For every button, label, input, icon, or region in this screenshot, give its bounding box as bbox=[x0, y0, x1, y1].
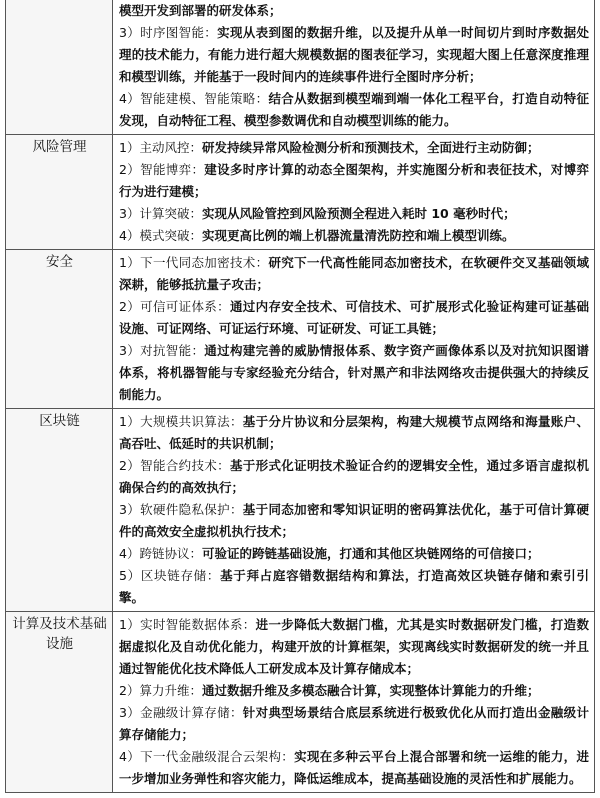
category-cell: 安全 bbox=[6, 250, 113, 409]
item-text: 进一步降低大数据门槛，尤其是实时数据研发门槛，打造数据虚拟化及自动优化能力，构建开放的计算框架，实现离线实时数据研发的统一并且通过智能优化技术降低人工研发成本及计算存储成本； bbox=[119, 617, 589, 676]
list-item bbox=[119, 702, 589, 746]
item-label: 1）下一代同态加密技术： bbox=[119, 255, 269, 270]
item-text: 通过数据升维及多模态融合计算，实现整体计算能力的升维； bbox=[201, 683, 540, 698]
list-item bbox=[119, 22, 589, 88]
list-item bbox=[119, 680, 589, 702]
table-body bbox=[6, 0, 595, 793]
item-label: 3）时序图智能： bbox=[119, 25, 218, 40]
item-text: 结合从数据到模型端到端一体化工程平台，打造自动特征发现，自动特征工程、模型参数调优和自动模型训练的能力。 bbox=[119, 91, 589, 128]
item-label: 2）智能博弈： bbox=[119, 162, 205, 177]
item-text: 实现从表到图的数据升维，以及提升从单一时间切片到时序数据处理的技术能力，有能力进行超大规模数据的图表征学习，实现超大图上任意深度推理和模型训练，并能基于一段时间内的连续事件进行全图时序分析； bbox=[119, 25, 589, 84]
item-text: 通过构建完善的威胁情报体系、数字资产画像体系以及对抗知识图谱体系，将机器智能与专家经验充分结合，针对黑产和非法网络攻击提供强大的持续反制能力。 bbox=[119, 343, 589, 402]
item-text: 建设多时序计算的动态全图架构，并实施图分析和表征技术，对博弈行为进行建模； bbox=[119, 162, 589, 199]
item-text: 基于形式化证明技术验证合约的逻辑安全性，通过多语言虚拟机确保合约的高效执行； bbox=[119, 458, 589, 495]
content-cell bbox=[113, 135, 595, 250]
item-label: 3）对抗智能： bbox=[119, 343, 205, 358]
item-text: 基于分片协议和分层架构，构建大规模节点网络和海量账户、高吞吐、低延时的共识机制； bbox=[119, 414, 589, 451]
item-label: 1）实时智能数据体系： bbox=[119, 617, 256, 632]
item-label: 3）计算突破： bbox=[119, 206, 202, 221]
item-label: 2）智能合约技术： bbox=[119, 458, 230, 473]
table-row bbox=[6, 135, 595, 250]
item-text: 模型开发到部署的研发体系； bbox=[119, 3, 282, 18]
content-cell bbox=[113, 0, 595, 135]
category-cell: 风险管理 bbox=[6, 135, 113, 250]
item-label: 3）软硬件隐私保护： bbox=[119, 502, 243, 517]
item-label: 2）算力升维： bbox=[119, 683, 202, 698]
category-cell: 计算及技术基础设施 bbox=[6, 612, 113, 793]
item-text: 基于同态加密和零知识证明的密码算法优化，基于可信计算硬件的高效安全虚拟机执行技术； bbox=[119, 502, 589, 539]
item-text: 研发持续异常风险检测分析和预测技术，全面进行主动防御； bbox=[201, 140, 540, 155]
list-item bbox=[119, 499, 589, 543]
list-item bbox=[119, 88, 589, 132]
item-text: 实现在多种云平台上混合部署和统一运维的能力，进一步增加业务弹性和容灾能力，降低运维成本，提高基础设施的灵活性和扩展能力。 bbox=[119, 749, 589, 786]
content-cell bbox=[113, 250, 595, 409]
list-item bbox=[119, 340, 589, 406]
item-label: 5）区块链存储： bbox=[119, 568, 221, 583]
list-item bbox=[119, 746, 589, 790]
list-item bbox=[119, 137, 589, 159]
list-item bbox=[119, 225, 589, 247]
item-label: 1）大规模共识算法： bbox=[119, 414, 243, 429]
table-row bbox=[6, 0, 595, 135]
content-cell bbox=[113, 612, 595, 793]
category-cell bbox=[6, 0, 113, 135]
table-row bbox=[6, 612, 595, 793]
table-row bbox=[6, 409, 595, 612]
item-text: 实现从风险管控到风险预测全程进入耗时 10 毫秒时代； bbox=[201, 206, 516, 221]
item-text: 可验证的跨链基础设施，打通和其他区块链网络的可信接口； bbox=[201, 546, 540, 561]
item-text: 通过内存安全技术、可信技术、可扩展形式化验证构建可证基础设施、可证网络、可证运行环境、可证研发、可证工具链； bbox=[119, 299, 589, 336]
tech-roadmap-table bbox=[5, 0, 595, 793]
item-label: 2）可信可证体系： bbox=[119, 299, 230, 314]
item-label: 1）主动风控： bbox=[119, 140, 202, 155]
item-label: 4）智能建模、智能策略： bbox=[119, 91, 269, 106]
item-text: 针对典型场景结合底层系统进行极致优化从而打造出金融级计算存储能力； bbox=[119, 705, 589, 742]
content-cell bbox=[113, 409, 595, 612]
list-item bbox=[119, 614, 589, 680]
item-label: 4）跨链协议： bbox=[119, 546, 202, 561]
list-item bbox=[119, 565, 589, 609]
item-text: 研究下一代高性能同态加密技术，在软硬件交叉基础领域深耕，能够抵抗量子攻击； bbox=[119, 255, 589, 292]
list-item bbox=[119, 0, 589, 22]
list-item bbox=[119, 296, 589, 340]
table-row bbox=[6, 250, 595, 409]
category-cell: 区块链 bbox=[6, 409, 113, 612]
list-item bbox=[119, 252, 589, 296]
list-item bbox=[119, 411, 589, 455]
list-item bbox=[119, 159, 589, 203]
list-item bbox=[119, 455, 589, 499]
item-label: 3）金融级计算存储： bbox=[119, 705, 243, 720]
list-item bbox=[119, 203, 589, 225]
item-label: 4）下一代金融级混合云架构： bbox=[119, 749, 295, 764]
item-text: 实现更高比例的端上机器流量清洗防控和端上模型训练。 bbox=[201, 228, 515, 243]
list-item bbox=[119, 543, 589, 565]
item-text: 基于拜占庭容错数据结构和算法，打造高效区块链存储和索引引擎。 bbox=[119, 568, 589, 605]
item-label: 4）模式突破： bbox=[119, 228, 202, 243]
